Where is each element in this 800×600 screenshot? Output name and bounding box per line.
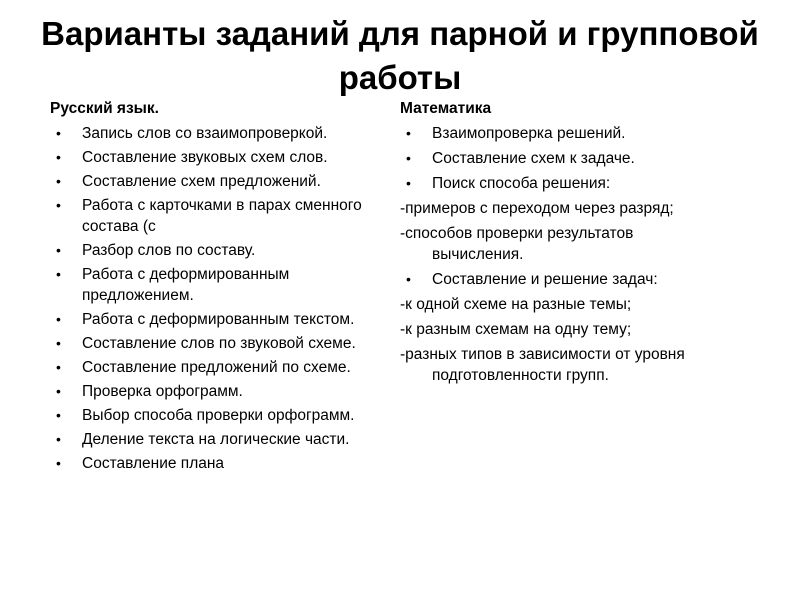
bullet-icon: • xyxy=(406,150,411,166)
bullet-icon: • xyxy=(56,383,61,399)
list-item: • Составление плана xyxy=(56,455,225,472)
bullet-icon: • xyxy=(56,266,61,282)
bullet-icon: • xyxy=(406,175,411,191)
math-heading: Математика xyxy=(400,100,492,117)
bullet-icon: • xyxy=(56,431,61,447)
math-column xyxy=(400,98,750,390)
bullet-icon: • xyxy=(406,271,411,287)
list-item: • Выбор способа проверки орфограмм. xyxy=(56,407,355,424)
list-item: • Поиск способа решения: xyxy=(406,175,611,192)
bullet-icon: • xyxy=(56,455,61,471)
bullet-icon: • xyxy=(56,407,61,423)
list-item: • Составление схем к задаче. xyxy=(406,150,635,167)
sub-item: -примеров с переходом через разряд; xyxy=(400,200,674,217)
bullet-icon: • xyxy=(406,125,411,141)
bullet-icon: • xyxy=(56,149,61,165)
sub-item: -к разным схемам на одну тему; xyxy=(400,321,632,338)
list-item: • Составление слов по звуковой схеме. xyxy=(56,335,356,352)
list-item: • Составление предложений по схеме. xyxy=(56,359,351,376)
slide-title: Варианты заданий для парной и групповой работы xyxy=(41,15,759,96)
list-item: • Разбор слов по составу. xyxy=(56,242,256,259)
list-item: • Запись слов со взаимопроверкой. xyxy=(56,125,328,142)
russian-list xyxy=(50,123,390,474)
sub-item: -разных типов в зависимости от уровня подготовленности групп. xyxy=(400,346,685,384)
russian-column xyxy=(50,98,390,477)
bullet-icon: • xyxy=(56,125,61,141)
list-item: • Проверка орфограмм. xyxy=(56,383,243,400)
bullet-icon: • xyxy=(56,311,61,327)
sub-item: -способов проверки результатов вычисления. xyxy=(400,225,634,263)
list-item: • Составление схем предложений. xyxy=(56,173,321,190)
bullet-icon: • xyxy=(56,359,61,375)
list-item: • Взаимопроверка решений. xyxy=(406,125,626,142)
bullet-icon: • xyxy=(56,335,61,351)
bullet-icon: • xyxy=(56,197,61,213)
list-item: • Работа с деформированным предложением. xyxy=(56,266,290,304)
bullet-icon: • xyxy=(56,173,61,189)
russian-heading: Русский язык. xyxy=(50,100,159,117)
list-item: • Составление звуковых схем слов. xyxy=(56,149,328,166)
bullet-icon: • xyxy=(56,242,61,258)
list-item: • Работа с карточками в парах сменного состава (с xyxy=(56,197,362,235)
list-item: • Деление текста на логические части. xyxy=(56,431,350,448)
sub-item: -к одной схеме на разные темы; xyxy=(400,296,632,313)
list-item: • Работа с деформированным текстом. xyxy=(56,311,355,328)
list-item: • Составление и решение задач: xyxy=(406,271,658,288)
